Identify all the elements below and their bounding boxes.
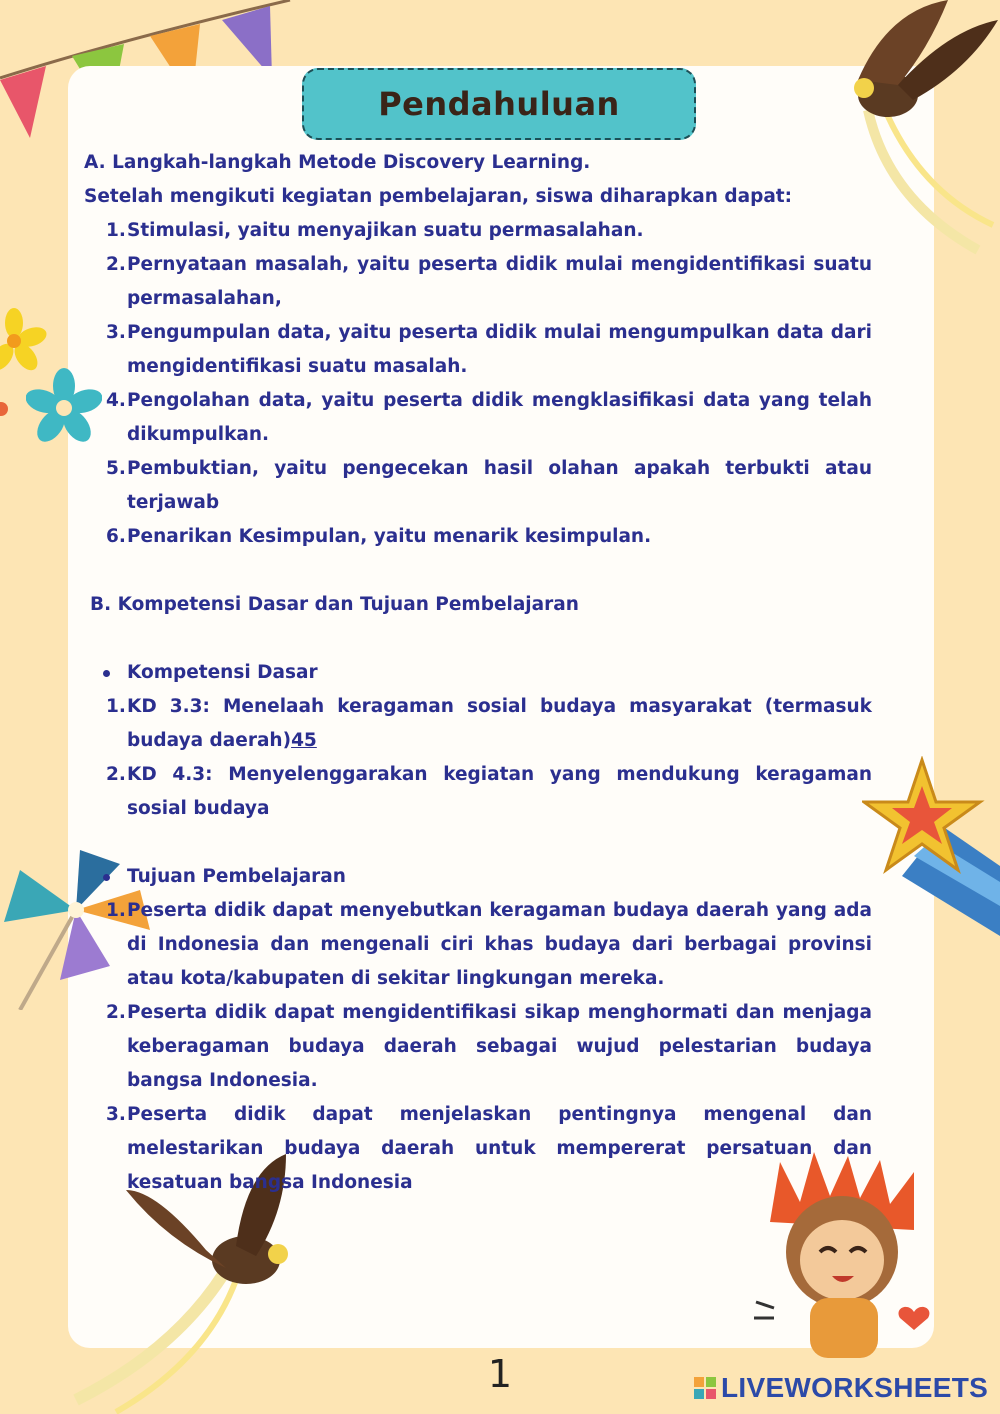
list-item [84, 316, 872, 384]
liveworksheets-logo-icon [694, 1377, 716, 1399]
list-text: Peserta didik dapat menjelaskan pentingnya mengenal dan melestarikan budaya daerah untuk mempererat persatuan dan kesatuan bangsa Indonesia [127, 1104, 872, 1193]
list-text: Peserta didik dapat mengidentifikasi sikap menghormati dan menjaga keberagaman budaya daerah sebagai wujud pelestarian budaya bangsa Indonesia. [127, 1002, 872, 1091]
list-item [84, 452, 872, 520]
section-a-heading: A. Langkah-langkah Metode Discovery Learning. [84, 152, 591, 173]
list-text: KD 4.3: Menyelenggarakan kegiatan yang mendukung keragaman sosial budaya [127, 764, 872, 819]
list-number: 5. [106, 458, 126, 479]
list-number: 3. [106, 1104, 126, 1125]
list-item [84, 520, 872, 554]
list-item [84, 384, 872, 452]
brand-name: LIVEWORKSHEETS [721, 1372, 989, 1403]
list-text: Pengumpulan data, yaitu peserta didik mulai mengumpulkan data dari mengidentifikasi suatu masalah. [127, 322, 872, 377]
shooting-star-decoration [862, 756, 1000, 936]
list-text: Pembuktian, yaitu pengecekan hasil olahan apakah terbukti atau terjawab [127, 458, 872, 513]
tp-label: Tujuan Pembelajaran [84, 860, 872, 894]
list-number: 4. [106, 390, 126, 411]
liveworksheets-brand[interactable] [694, 1372, 988, 1404]
list-number: 1. [106, 220, 126, 241]
page-number: 1 [487, 1352, 513, 1396]
reference-link[interactable]: 45 [291, 730, 317, 751]
kd-list [84, 690, 872, 826]
list-item [84, 894, 872, 996]
list-text: Penarikan Kesimpulan, yaitu menarik kesimpulan. [127, 526, 652, 547]
list-number: 1. [106, 900, 126, 921]
kd-label: Kompetensi Dasar [84, 656, 872, 690]
list-item [84, 248, 872, 316]
list-number: 2. [106, 254, 126, 275]
section-b-heading: B. Kompetensi Dasar dan Tujuan Pembelajaran [90, 594, 579, 615]
list-text: Peserta didik dapat menyebutkan keragaman budaya daerah yang ada di Indonesia dan mengenali ciri khas budaya dari berbagai provinsi atau kota/kabupaten di sekitar lingkungan mereka. [127, 900, 872, 989]
list-number: 6. [106, 526, 126, 547]
list-text: Pengolahan data, yaitu peserta didik mengklasifikasi data yang telah dikumpulkan. [127, 390, 872, 445]
tp-list [84, 894, 872, 1200]
list-number: 2. [106, 764, 126, 785]
discovery-steps-list [84, 214, 872, 554]
section-a-intro: Setelah mengikuti kegiatan pembelajaran, siswa diharapkan dapat: [84, 186, 793, 207]
list-item [84, 690, 872, 758]
list-number: 3. [106, 322, 126, 343]
list-text: KD 3.3: Menelaah keragaman sosial budaya masyarakat (termasuk budaya daerah) [127, 696, 872, 751]
list-item [84, 996, 872, 1098]
list-number: 2. [106, 1002, 126, 1023]
list-number: 1. [106, 696, 126, 717]
list-item [84, 1098, 872, 1200]
dot-decoration [0, 402, 8, 416]
list-item [84, 758, 872, 826]
page-title-box [302, 68, 696, 140]
page-title: Pendahuluan [378, 85, 620, 123]
document-body [84, 146, 872, 1200]
list-text: Stimulasi, yaitu menyajikan suatu permasalahan. [127, 220, 644, 241]
list-text: Pernyataan masalah, yaitu peserta didik mulai mengidentifikasi suatu permasalahan, [127, 254, 872, 309]
list-item [84, 214, 872, 248]
